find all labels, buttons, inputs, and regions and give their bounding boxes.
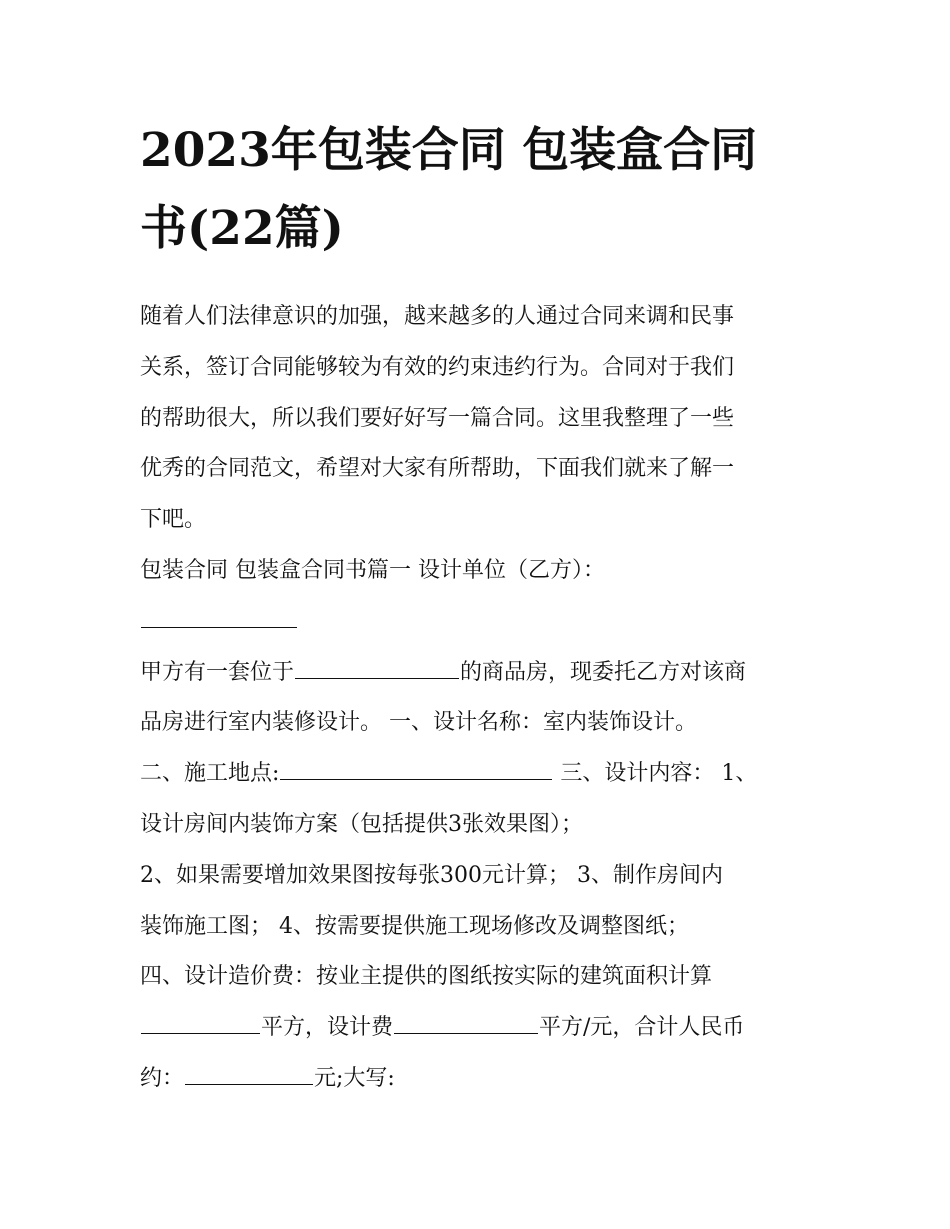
intro-line-1: 随着人们法律意识的加强，越来越多的人通过合同来调和民事 [140, 304, 735, 329]
property-location-blank [295, 656, 459, 679]
fee-suffix: 平方/元，合计人民币 [539, 1015, 745, 1041]
area-blank [141, 1011, 260, 1034]
area-fee-line [140, 1003, 820, 1054]
total-amount-blank [185, 1062, 313, 1085]
design-unit-blank-line [140, 597, 820, 648]
title-line-2: 书(22篇) [140, 201, 344, 256]
area-suffix: 平方，设计费 [261, 1015, 394, 1041]
construction-drawing-line: 装饰施工图； 4、按需要提供施工现场修改及调整图纸； [140, 913, 689, 939]
design-unit-blank [141, 605, 297, 628]
total-line [140, 1054, 820, 1105]
intro-line-4: 优秀的合同范文，希望对大家有所帮助，下面我们就来了解一 [140, 456, 735, 482]
document-title [140, 112, 820, 268]
site-suffix: 三、设计内容： 1、 [553, 761, 758, 787]
total-suffix: 元;大写: [314, 1065, 395, 1091]
party-a-suffix: 的商品房，现委托乙方对该商 [460, 659, 747, 685]
intro-line-2: 关系，签订合同能够较为有效的约束违约行为。合同对于我们 [140, 354, 735, 380]
site-prefix: 二、施工地点: [140, 761, 280, 787]
design-scheme-line: 设计房间内装饰方案（包括提供3张效果图）； [140, 811, 583, 837]
title-line-1: 2023年包装合同 包装盒合同 [140, 123, 758, 178]
party-a-prefix: 甲方有一套位于 [140, 659, 295, 685]
document-page [140, 112, 820, 1105]
construction-site-blank [280, 757, 552, 780]
site-line [140, 749, 820, 800]
party-a-line [140, 648, 820, 699]
unit-fee-blank [394, 1011, 538, 1034]
intro-line-5: 下吧。 [140, 507, 207, 533]
intro-line-3: 的帮助很大，所以我们要好好写一篇合同。这里我整理了一些 [140, 405, 735, 431]
design-name-line: 品房进行室内装修设计。 一、设计名称：室内装饰设计。 [140, 710, 697, 736]
document-body [140, 292, 820, 1105]
section-heading: 包装合同 包装盒合同书篇一 设计单位（乙方）： [140, 557, 605, 583]
design-fee-line: 四、设计造价费：按业主提供的图纸按实际的建筑面积计算 [140, 964, 713, 990]
total-prefix: 约： [140, 1065, 185, 1091]
extra-renderings-line: 2、如果需要增加效果图按每张300元计算； 3、制作房间内 [140, 862, 723, 888]
